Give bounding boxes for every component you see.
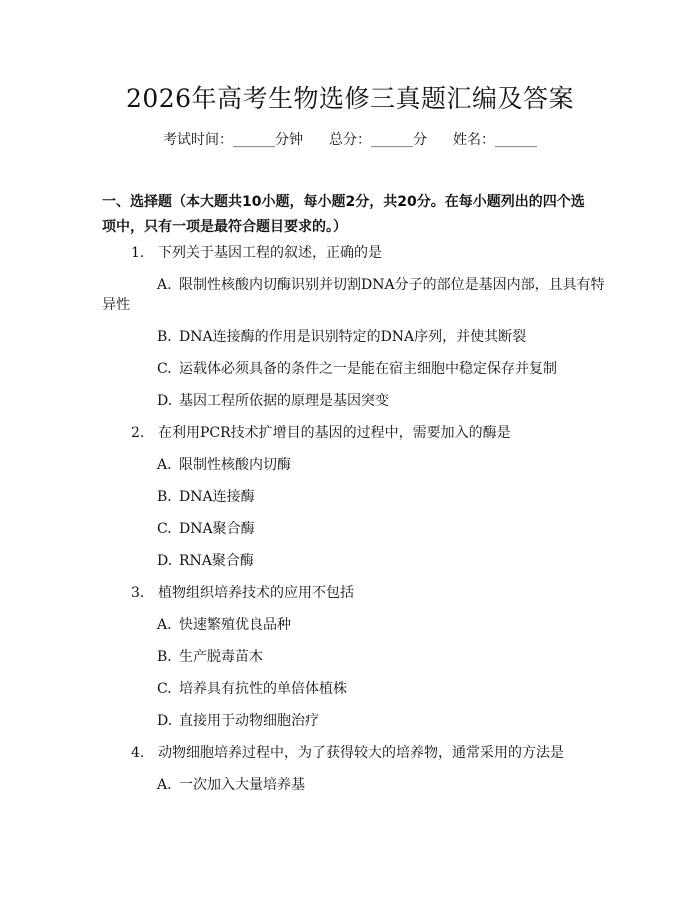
question-1-option-c: [157, 357, 557, 381]
option-label: B.: [157, 329, 172, 345]
question-2-option-d: [157, 549, 254, 573]
question-1: [131, 241, 382, 265]
question-3-option-b: [157, 645, 263, 669]
question-number: 4.: [131, 745, 145, 761]
question-text: 动物细胞培养过程中，为了获得较大的培养物，通常采用的方法是: [158, 745, 564, 761]
question-4-option-a: [157, 773, 305, 797]
option-label: D.: [157, 393, 173, 409]
question-1-option-d: [157, 389, 389, 413]
option-text: DNA聚合酶: [179, 521, 255, 537]
question-number: 1.: [131, 245, 145, 261]
question-2-option-a: [157, 453, 291, 477]
option-text: DNA连接酶的作用是识别特定的DNA序列，并使其断裂: [179, 329, 527, 345]
option-label: B.: [157, 489, 172, 505]
question-3-option-d: [157, 709, 319, 733]
question-4: [131, 741, 564, 765]
student-name: 姓名：______: [453, 132, 537, 148]
question-text: 在利用PCR技术扩增目的基因的过程中，需要加入的酶是: [158, 425, 511, 441]
question-number: 3.: [131, 585, 145, 601]
option-text: RNA聚合酶: [179, 553, 254, 569]
section-heading: [102, 190, 602, 240]
option-text: 基因工程所依据的原理是基因突变: [179, 393, 389, 409]
option-label: A.: [157, 457, 172, 473]
option-label: D.: [157, 553, 173, 569]
page-title: 2026年高考生物选修三真题汇编及答案: [125, 84, 575, 113]
question-1-option-a-continued: 异性: [102, 297, 130, 313]
section-heading-line-1: 一、选择题（本大题共10小题，每小题2分，共20分。在每小题列出的四个选: [102, 194, 585, 210]
question-1-option-b: [157, 325, 526, 349]
option-label: C.: [157, 681, 172, 697]
question-2: [131, 421, 511, 445]
option-label: A.: [157, 777, 172, 793]
question-3: [131, 581, 354, 605]
question-text: 植物组织培养技术的应用不包括: [158, 585, 354, 601]
option-text: DNA连接酶: [179, 489, 255, 505]
option-label: B.: [157, 649, 172, 665]
exam-time: 考试时间：______分钟: [163, 132, 303, 148]
question-2-option-b: [157, 485, 255, 509]
option-text: 一次加入大量培养基: [179, 777, 305, 793]
option-label: A.: [157, 617, 172, 633]
option-text: 直接用于动物细胞治疗: [179, 713, 319, 729]
option-label: D.: [157, 713, 173, 729]
total-score: 总分：______分: [329, 132, 427, 148]
exam-meta: [0, 130, 700, 150]
section-heading-line-2: 项中，只有一项是最符合题目要求的。）: [102, 219, 347, 235]
question-text: 下列关于基因工程的叙述，正确的是: [158, 245, 382, 261]
question-1-option-a: [157, 273, 605, 297]
option-text: 运载体必须具备的条件之一是能在宿主细胞中稳定保存并复制: [179, 361, 557, 377]
option-text: 快速繁殖优良品种: [179, 617, 291, 633]
option-text: 生产脱毒苗木: [179, 649, 263, 665]
option-label: A.: [157, 277, 172, 293]
question-number: 2.: [131, 425, 145, 441]
option-text: 限制性核酸内切酶: [179, 457, 291, 473]
option-text: 培养具有抗性的单倍体植株: [179, 681, 347, 697]
option-label: C.: [157, 361, 172, 377]
question-3-option-a: [157, 613, 291, 637]
question-3-option-c: [157, 677, 347, 701]
option-text: 限制性核酸内切酶识别并切割DNA分子的部位是基因内部，且具有特: [179, 277, 605, 293]
option-label: C.: [157, 521, 172, 537]
question-2-option-c: [157, 517, 255, 541]
